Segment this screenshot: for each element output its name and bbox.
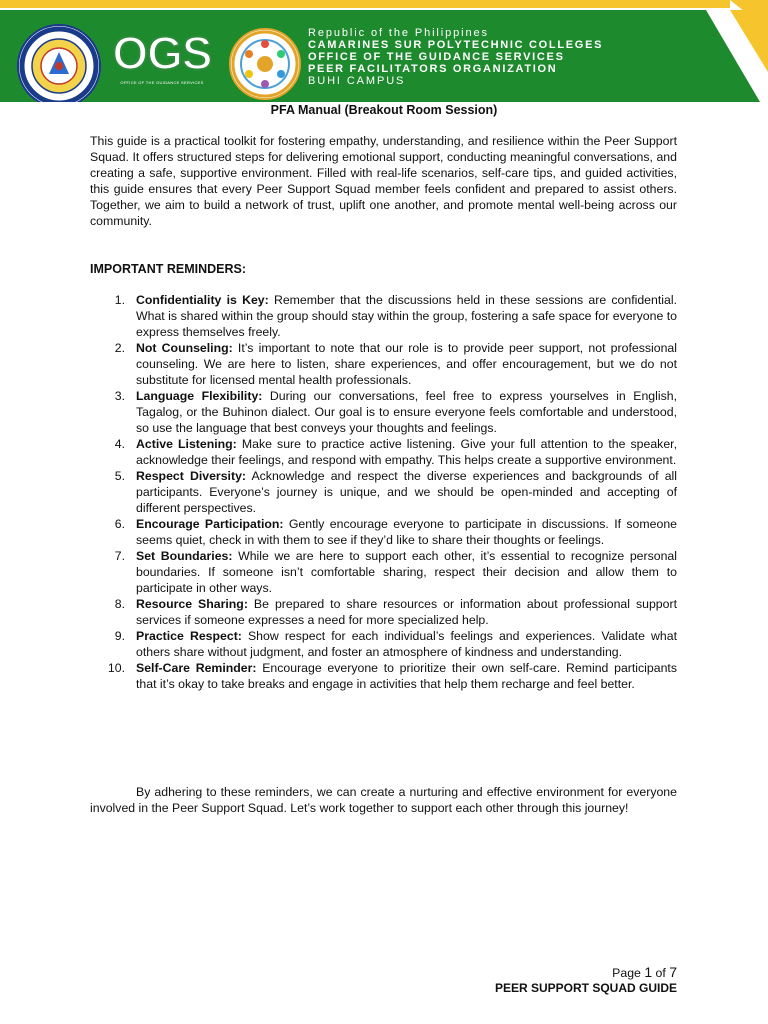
item-term: Active Listening: [136, 437, 237, 451]
list-item [90, 468, 677, 516]
guide-name: PEER SUPPORT SQUAD GUIDE [494, 981, 677, 995]
list-item [90, 388, 677, 436]
item-text: Remember that the discussions held in these sessions are confidential. What is shared within the group should stay within the group, fostering a safe space for everyone to express themselves freely. [136, 293, 677, 339]
item-term: Confidentiality is Key: [136, 293, 269, 307]
item-text: Encourage everyone to prioritize their own self-care. Remind participants that it’s okay to take breaks and engage in activities that help them recharge and feel better. [136, 661, 677, 691]
page-label: Page [612, 966, 645, 980]
reminders-list [90, 292, 677, 692]
ogs-logo-subtext: OFFICE OF THE GUIDANCE SERVICES [120, 80, 204, 85]
institution-heading [308, 27, 603, 87]
item-text: Show respect for each individual’s feelings and experiences. Validate what others share without judgment, and foster an atmosphere of kindness and understanding. [136, 629, 677, 659]
document-title: PFA Manual (Breakout Room Session) [270, 103, 498, 117]
list-item [90, 340, 677, 388]
item-number: 3. [114, 389, 125, 403]
item-term: Respect Diversity: [136, 469, 247, 483]
college-seal-logo [17, 24, 101, 102]
item-term: Practice Respect: [136, 629, 242, 643]
item-text: During our conversations, feel free to express yourselves in English, Tagalog, or the Buhinon dialect. Our goal is to ensure everyone feels comfortable and understood, so use the language that best conveys your thoughts and feelings. [136, 389, 678, 435]
item-number: 6. [114, 517, 125, 531]
peer-facilitators-logo [229, 28, 301, 100]
item-term: Not Counseling: [136, 341, 233, 355]
ogs-logo-text: OGS [112, 27, 212, 79]
page-footer [495, 965, 677, 996]
list-item [90, 548, 677, 596]
item-number: 7. [114, 549, 125, 563]
list-item [90, 660, 677, 692]
list-item [90, 516, 677, 548]
item-number: 10. [107, 661, 125, 675]
item-text: Be prepared to share resources or information about professional support services if someone expresses a need for more specialized help. [136, 597, 677, 627]
organization-name: PEER FACILITATORS ORGANIZATION [308, 63, 558, 75]
of-label: of [652, 966, 670, 980]
item-text: Gently encourage everyone to participate in discussions. If someone seems quiet, check in with them to see if they’d like to share their thoughts or feelings. [136, 517, 677, 547]
ogs-logo [103, 28, 221, 90]
item-term: Self-Care Reminder: [136, 661, 257, 675]
item-text: Make sure to practice active listening. Give your full attention to the speaker, acknowledge their feelings, and respond with empathy. This helps create a supportive environment. [136, 437, 677, 467]
office-name: OFFICE OF THE GUIDANCE SERVICES [308, 51, 565, 63]
page-number: 1 [644, 964, 653, 980]
item-term: Encourage Participation: [136, 517, 284, 531]
item-text: It’s important to note that our role is to provide peer support, not professional counseling. We are here to listen, share experiences, and offer encouragement, but we do not substitute for licensed mental health professionals. [136, 341, 677, 387]
item-number: 4. [114, 437, 125, 451]
header-banner [0, 0, 768, 102]
college-name: CAMARINES SUR POLYTECHNIC COLLEGES [308, 39, 604, 51]
page-total: 7 [669, 964, 677, 980]
page-counter [495, 965, 677, 981]
item-number: 9. [114, 629, 125, 643]
item-text: While we are here to support each other, it’s essential to recognize personal boundaries. If someone isn’t comfortable sharing, respect their decision and allow them to participate in other ways. [136, 549, 677, 595]
republic-line: Republic of the Philippines [308, 27, 489, 39]
item-number: 8. [114, 597, 125, 611]
item-term: Language Flexibility: [136, 389, 263, 403]
item-term: Resource Sharing: [136, 597, 248, 611]
item-number: 1. [114, 293, 125, 307]
intro-paragraph: This guide is a practical toolkit for fostering empathy, understanding, and resilience within the Peer Support Squad. It offers structured steps for delivering emotional support, conducting meaningful conversations, and creating a safe, supportive environment. Filled with real-life scenarios, self-care tips, and guided activities, this guide ensures that every Peer Support Squad member feels confident and prepared to assist others. Together, we aim to build a network of trust, uplift one another, and promote mental well-being across our community. [90, 134, 677, 228]
reminders-heading: IMPORTANT REMINDERS: [90, 262, 247, 276]
closing-paragraph: By adhering to these reminders, we can create a nurturing and effective environment for everyone involved in the Peer Support Squad. Let’s work together to support each other through this journey! [90, 785, 677, 815]
list-item [90, 596, 677, 628]
list-item [90, 436, 677, 468]
item-text: Acknowledge and respect the diverse experiences and backgrounds of all participants. Everyone’s journey is unique, and we should be open-minded and accepting of different perspectives. [136, 469, 677, 515]
list-item [90, 292, 677, 340]
list-item [90, 628, 677, 660]
item-number: 2. [114, 341, 125, 355]
item-number: 5. [114, 469, 125, 483]
item-term: Set Boundaries: [136, 549, 233, 563]
campus-name: BUHI CAMPUS [308, 75, 406, 87]
